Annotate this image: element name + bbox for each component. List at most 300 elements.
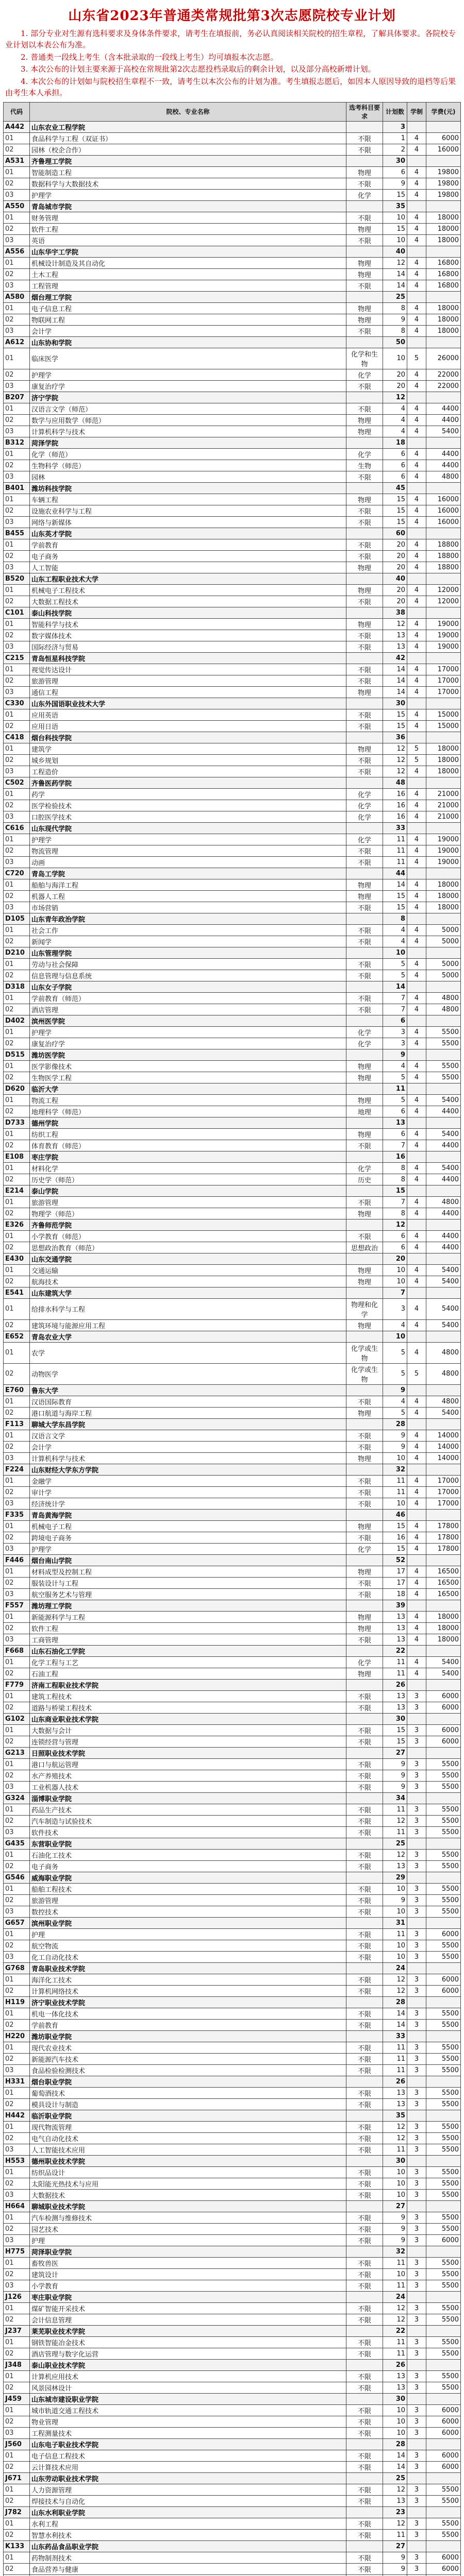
cell-plan: 10 [383, 1940, 407, 1951]
cell-years: 4 [407, 1622, 426, 1634]
cell-name: 土木工程 [30, 268, 346, 280]
cell-sub: 不限 [346, 970, 383, 981]
cell-name: 通信工程 [30, 686, 346, 698]
cell-code: 01 [4, 1928, 30, 1940]
cell-plan: 10 [383, 2404, 407, 2416]
cell-code: 01 [4, 1196, 30, 1208]
cell-years: 4 [407, 426, 426, 437]
cell-fee: 6000 [426, 2427, 461, 2438]
cell-years: 4 [407, 1588, 426, 1600]
cell-code: 01 [4, 1230, 30, 1242]
cell-name: 旅游管理 [30, 675, 346, 686]
cell-name: 人力资源管理 [30, 2484, 346, 2495]
cell-years: 3 [407, 2461, 426, 2472]
cell-plan: 42 [383, 652, 407, 664]
cell-plan: 12 [383, 2302, 407, 2314]
cell-years: 5 [407, 1363, 426, 1384]
major-row [4, 2019, 461, 2030]
cell-code: C330 [4, 698, 30, 709]
cell-code: 03 [4, 1951, 30, 1962]
cell-name: 化工自动化技术 [30, 1951, 346, 1962]
major-row [4, 1520, 461, 1532]
cell-years: 3 [407, 1826, 426, 1838]
cell-code: 02 [4, 1702, 30, 1713]
cell-code: K133 [4, 2540, 30, 2552]
cell-code: 03 [4, 426, 30, 437]
cell-years: 3 [407, 1940, 426, 1951]
cell-fee [426, 1117, 461, 1128]
cell-sub: 不限 [346, 1849, 383, 1860]
cell-sub [346, 2472, 383, 2484]
cell-code: 01 [4, 2450, 30, 2461]
cell-sub: 不限 [346, 516, 383, 528]
major-row [4, 2427, 461, 2438]
cell-years: 5 [407, 743, 426, 754]
cell-years: 3 [407, 1736, 426, 1747]
cell-name: 葡萄酒技术 [30, 2087, 346, 2098]
cell-years: 4 [407, 223, 426, 234]
cell-years: 4 [407, 902, 426, 913]
cell-code: 01 [4, 1724, 30, 1736]
cell-code: 01 [4, 2370, 30, 2382]
cell-sub: 不限 [346, 2416, 383, 2427]
major-row [4, 2257, 461, 2268]
cell-code: 02 [4, 1363, 30, 1384]
cell-sub [346, 2325, 383, 2336]
plan-table [3, 102, 461, 2576]
cell-code: 02 [4, 2348, 30, 2359]
cell-fee: 6000 [426, 2416, 461, 2427]
cell-name: 食品营养与健康 [30, 2563, 346, 2574]
cell-name: 物理学（师范） [30, 1208, 346, 1219]
cell-plan: 35 [383, 200, 407, 212]
cell-code: 02 [4, 1441, 30, 1452]
cell-sub [346, 1253, 383, 1264]
cell-sub: 不限 [346, 234, 383, 246]
cell-name: 工程测量技术 [30, 2427, 346, 2438]
major-row [4, 924, 461, 936]
cell-plan: 9 [383, 2552, 407, 2563]
cell-code: 02 [4, 596, 30, 607]
cell-years: 3 [407, 2529, 426, 2540]
major-row [4, 1826, 461, 1838]
cell-name: 给排水科学与工程 [30, 1298, 346, 1319]
cell-fee: 6000 [426, 2450, 461, 2461]
cell-sub: 不限 [346, 2518, 383, 2529]
cell-years: 4 [407, 992, 426, 1004]
cell-plan: 34 [383, 1792, 407, 1804]
cell-plan: 4 [383, 1319, 407, 1331]
major-row [4, 992, 461, 1004]
cell-fee: 4400 [426, 1174, 461, 1185]
cell-fee: 5500 [426, 2336, 461, 2348]
major-row [4, 743, 461, 754]
cell-years: 4 [407, 1498, 426, 1509]
school-row [4, 1713, 461, 1724]
major-row [4, 1498, 461, 1509]
school-row [4, 777, 461, 788]
cell-years: 4 [407, 1038, 426, 1049]
notes-block [5, 28, 459, 99]
header-plan: 计划数 [383, 102, 407, 121]
school-row [4, 2359, 461, 2370]
major-row [4, 1196, 461, 1208]
school-row [4, 2438, 461, 2450]
cell-sub [346, 2438, 383, 2450]
cell-plan: 6 [383, 166, 407, 178]
school-row [4, 482, 461, 494]
major-row [4, 494, 461, 505]
cell-fee [426, 1384, 461, 1396]
cell-plan: 17 [383, 1566, 407, 1577]
cell-name: 山东工程职业技术大学 [30, 573, 346, 584]
cell-name: 滨州医学院 [30, 1015, 346, 1026]
cell-sub: 不限 [346, 1860, 383, 1872]
cell-plan: 17 [383, 1577, 407, 1588]
cell-name: 汉语言文学（师范） [30, 403, 346, 414]
cell-name: 济宁职业技术学院 [30, 1996, 346, 2008]
cell-years: 3 [407, 2450, 426, 2461]
major-row [4, 2234, 461, 2246]
cell-sub: 不限 [346, 505, 383, 516]
cell-fee: 5500 [426, 1815, 461, 1826]
cell-plan: 10 [383, 234, 407, 246]
major-row [4, 1430, 461, 1441]
cell-name: 酒店管理 [30, 1004, 346, 1015]
major-row [4, 1072, 461, 1083]
cell-fee: 19000 [426, 630, 461, 641]
cell-fee: 6000 [426, 1985, 461, 1996]
cell-code: 01 [4, 2336, 30, 2348]
cell-years: 4 [407, 924, 426, 936]
major-row [4, 2053, 461, 2064]
major-row [4, 2404, 461, 2416]
cell-years: 4 [407, 325, 426, 336]
cell-name: 航空物流 [30, 1940, 346, 1951]
cell-fee: 18000 [426, 1622, 461, 1634]
major-row [4, 1094, 461, 1106]
major-row [4, 958, 461, 970]
cell-fee [426, 437, 461, 448]
cell-plan: 15 [383, 890, 407, 902]
major-row [4, 2461, 461, 2472]
cell-years: 4 [407, 788, 426, 800]
cell-sub: 物理 [346, 890, 383, 902]
cell-name: 建筑工程技术 [30, 1690, 346, 1702]
cell-years: 4 [407, 800, 426, 811]
cell-years: 3 [407, 1883, 426, 1894]
cell-code: G213 [4, 1747, 30, 1758]
cell-years: 4 [407, 686, 426, 698]
cell-fee [426, 1645, 461, 1656]
cell-name: 烟台职业学院 [30, 2076, 346, 2087]
cell-code: 01 [4, 1026, 30, 1038]
cell-fee: 5500 [426, 2087, 461, 2098]
cell-years [407, 2030, 426, 2042]
cell-sub: 不限 [346, 1770, 383, 1781]
cell-years: 4 [407, 1656, 426, 1668]
cell-sub: 物理 [346, 1668, 383, 1679]
cell-sub: 不限 [346, 1690, 383, 1702]
cell-code: 02 [4, 2416, 30, 2427]
cell-fee [426, 2200, 461, 2212]
cell-plan: 32 [383, 2246, 407, 2257]
cell-years: 3 [407, 2518, 426, 2529]
cell-plan: 13 [383, 1690, 407, 1702]
cell-years: 3 [407, 1758, 426, 1770]
cell-sub: 不限 [346, 709, 383, 720]
school-row [4, 437, 461, 448]
cell-name: 学前教育（师范） [30, 992, 346, 1004]
cell-plan: 6 [383, 1106, 407, 1117]
cell-name: 会计信息管理 [30, 2314, 346, 2325]
cell-name: 山东协和学院 [30, 336, 346, 348]
cell-years [407, 1331, 426, 1342]
major-row [4, 2484, 461, 2495]
cell-years: 4 [407, 1094, 426, 1106]
cell-name: 经济统计学 [30, 1498, 346, 1509]
cell-fee: 18000 [426, 902, 461, 913]
cell-sub: 历史 [346, 1174, 383, 1185]
cell-fee: 5400 [426, 1276, 461, 1287]
major-row [4, 1264, 461, 1276]
cell-plan: 6 [383, 1230, 407, 1242]
cell-years: 3 [407, 1985, 426, 1996]
cell-code: 01 [4, 1128, 30, 1140]
cell-name: 园林 [30, 471, 346, 482]
cell-code: F335 [4, 1509, 30, 1520]
cell-plan: 6 [383, 448, 407, 460]
cell-code: 01 [4, 1690, 30, 1702]
cell-fee: 5500 [426, 2098, 461, 2110]
cell-name: 潍坊职业学院 [30, 2030, 346, 2042]
cell-code: 02 [4, 2053, 30, 2064]
cell-sub: 不限 [346, 2529, 383, 2540]
cell-plan: 10 [383, 2189, 407, 2200]
cell-name: 山东药品食品职业学院 [30, 2540, 346, 2552]
cell-plan: 60 [383, 528, 407, 539]
cell-fee: 12000 [426, 596, 461, 607]
cell-code: H553 [4, 2155, 30, 2166]
cell-code: 01 [4, 2121, 30, 2132]
cell-fee: 6000 [426, 132, 461, 144]
cell-sub [346, 1117, 383, 1128]
cell-fee: 4800 [426, 992, 461, 1004]
cell-name: 护理学 [30, 189, 346, 200]
cell-plan: 15 [383, 505, 407, 516]
cell-plan: 36 [383, 732, 407, 743]
cell-fee: 5500 [426, 2314, 461, 2325]
school-row [4, 1962, 461, 1974]
cell-code: 03 [4, 562, 30, 573]
cell-sub: 不限 [346, 1951, 383, 1962]
major-row [4, 1038, 461, 1049]
cell-code: 01 [4, 788, 30, 800]
cell-sub: 不限 [346, 630, 383, 641]
cell-plan: 9 [383, 1441, 407, 1452]
cell-sub: 不限 [346, 2212, 383, 2223]
cell-fee: 18000 [426, 754, 461, 766]
cell-name: 连锁经营与管理 [30, 1736, 346, 1747]
cell-code: E760 [4, 1384, 30, 1396]
cell-plan: 3 [383, 1026, 407, 1038]
major-row [4, 1452, 461, 1464]
cell-name: 青岛黄海学院 [30, 1509, 346, 1520]
major-row [4, 720, 461, 732]
cell-years [407, 1185, 426, 1196]
cell-name: 信息管理与信息系统 [30, 970, 346, 981]
cell-fee [426, 1747, 461, 1758]
cell-sub [346, 698, 383, 709]
cell-sub: 不限 [346, 1004, 383, 1015]
cell-name: 水产养殖技术 [30, 1770, 346, 1781]
major-row [4, 686, 461, 698]
cell-sub [346, 392, 383, 403]
cell-name: 智能科学与技术 [30, 618, 346, 630]
cell-code: 02 [4, 314, 30, 325]
cell-fee: 5000 [426, 936, 461, 947]
cell-plan: 11 [383, 834, 407, 845]
cell-code: 03 [4, 1452, 30, 1464]
cell-code: 02 [4, 754, 30, 766]
major-row [4, 1736, 461, 1747]
cell-plan: 12 [383, 618, 407, 630]
cell-fee: 18000 [426, 879, 461, 890]
school-row [4, 1872, 461, 1883]
cell-code: 01 [4, 2008, 30, 2019]
major-row [4, 845, 461, 856]
cell-code: 01 [4, 132, 30, 144]
cell-years [407, 2246, 426, 2257]
cell-plan: 3 [383, 1298, 407, 1319]
cell-plan: 15 [383, 223, 407, 234]
cell-code: 03 [4, 189, 30, 200]
cell-years: 4 [407, 234, 426, 246]
cell-years: 4 [407, 380, 426, 392]
school-row [4, 2472, 461, 2484]
cell-plan: 23 [383, 2506, 407, 2518]
cell-years: 3 [407, 2416, 426, 2427]
cell-years: 4 [407, 834, 426, 845]
cell-code: 02 [4, 505, 30, 516]
cell-fee: 5500 [426, 2280, 461, 2291]
cell-plan: 6 [383, 471, 407, 482]
cell-sub: 不限 [346, 845, 383, 856]
cell-plan: 5 [383, 970, 407, 981]
cell-plan: 8 [383, 325, 407, 336]
cell-years [407, 2155, 426, 2166]
cell-years: 4 [407, 471, 426, 482]
cell-code: G435 [4, 1838, 30, 1849]
cell-sub: 不限 [346, 958, 383, 970]
cell-name: 智慧水利技术 [30, 2529, 346, 2540]
cell-plan: 9 [383, 2234, 407, 2246]
cell-years: 4 [407, 1441, 426, 1452]
cell-years: 4 [407, 720, 426, 732]
cell-plan: 8 [383, 1208, 407, 1219]
cell-years: 4 [407, 280, 426, 291]
cell-name: 数据科学与大数据技术 [30, 178, 346, 189]
major-row [4, 1758, 461, 1770]
cell-plan: 10 [383, 1951, 407, 1962]
cell-years [407, 2393, 426, 2404]
note-line: 3. 本次公布的计划主要来源于高校在常规批第2次志愿投档录取后的剩余计划，以及部分高校新增计划。 [21, 64, 376, 74]
cell-name: 旅游管理 [30, 1894, 346, 1906]
major-row [4, 426, 461, 437]
cell-name: 大数据工程技术 [30, 596, 346, 607]
cell-plan: 15 [383, 720, 407, 732]
cell-sub [346, 1509, 383, 1520]
cell-code: H220 [4, 2030, 30, 2042]
cell-name: 护理学 [30, 369, 346, 380]
header-code: 代码 [4, 102, 30, 121]
cell-name: 园林（校企合作） [30, 144, 346, 155]
cell-fee [426, 1253, 461, 1264]
cell-years: 4 [407, 268, 426, 280]
cell-years [407, 1117, 426, 1128]
cell-sub: 不限 [346, 1498, 383, 1509]
cell-plan: 14 [383, 686, 407, 698]
cell-fee: 5500 [426, 2166, 461, 2178]
cell-sub: 不限 [346, 1826, 383, 1838]
major-row [4, 2336, 461, 2348]
cell-plan: 11 [383, 2529, 407, 2540]
cell-code: 02 [4, 720, 30, 732]
major-row [4, 348, 461, 369]
cell-sub: 不限 [346, 596, 383, 607]
cell-code: D733 [4, 1117, 30, 1128]
major-row [4, 1441, 461, 1452]
cell-plan: 11 [383, 2280, 407, 2291]
cell-name: 山东英才学院 [30, 528, 346, 539]
cell-sub: 化学或生物 [346, 1342, 383, 1363]
cell-name: 护理 [30, 2234, 346, 2246]
cell-name: 软件技术 [30, 1826, 346, 1838]
cell-years: 4 [407, 618, 426, 630]
cell-code: B401 [4, 482, 30, 494]
cell-fee: 4400 [426, 460, 461, 471]
cell-plan: 20 [383, 1253, 407, 1264]
cell-sub: 不限 [346, 1758, 383, 1770]
cell-years: 3 [407, 2427, 426, 2438]
cell-code: H331 [4, 2076, 30, 2087]
cell-name: 社会工作 [30, 924, 346, 936]
cell-fee [426, 2438, 461, 2450]
school-row [4, 1792, 461, 1804]
cell-plan: 15 [383, 516, 407, 528]
cell-fee [426, 698, 461, 709]
school-row [4, 1418, 461, 1430]
cell-code: 01 [4, 924, 30, 936]
major-row [4, 1974, 461, 1985]
major-row [4, 879, 461, 890]
cell-years: 4 [407, 1430, 426, 1441]
cell-years: 3 [407, 1906, 426, 1917]
cell-code: E326 [4, 1219, 30, 1230]
cell-fee [426, 2246, 461, 2257]
cell-name: 临沂大学 [30, 1083, 346, 1094]
cell-years [407, 155, 426, 166]
cell-name: 钢铁智能冶金技术 [30, 2336, 346, 2348]
cell-years: 4 [407, 494, 426, 505]
cell-years: 4 [407, 1060, 426, 1072]
cell-code: 02 [4, 1486, 30, 1498]
cell-sub: 不限 [346, 1781, 383, 1792]
page-title: 山东省2023年普通类常规批第3次志愿院校专业计划 [68, 8, 396, 24]
cell-fee: 4400 [426, 1242, 461, 1253]
cell-years [407, 913, 426, 924]
major-row [4, 1106, 461, 1117]
